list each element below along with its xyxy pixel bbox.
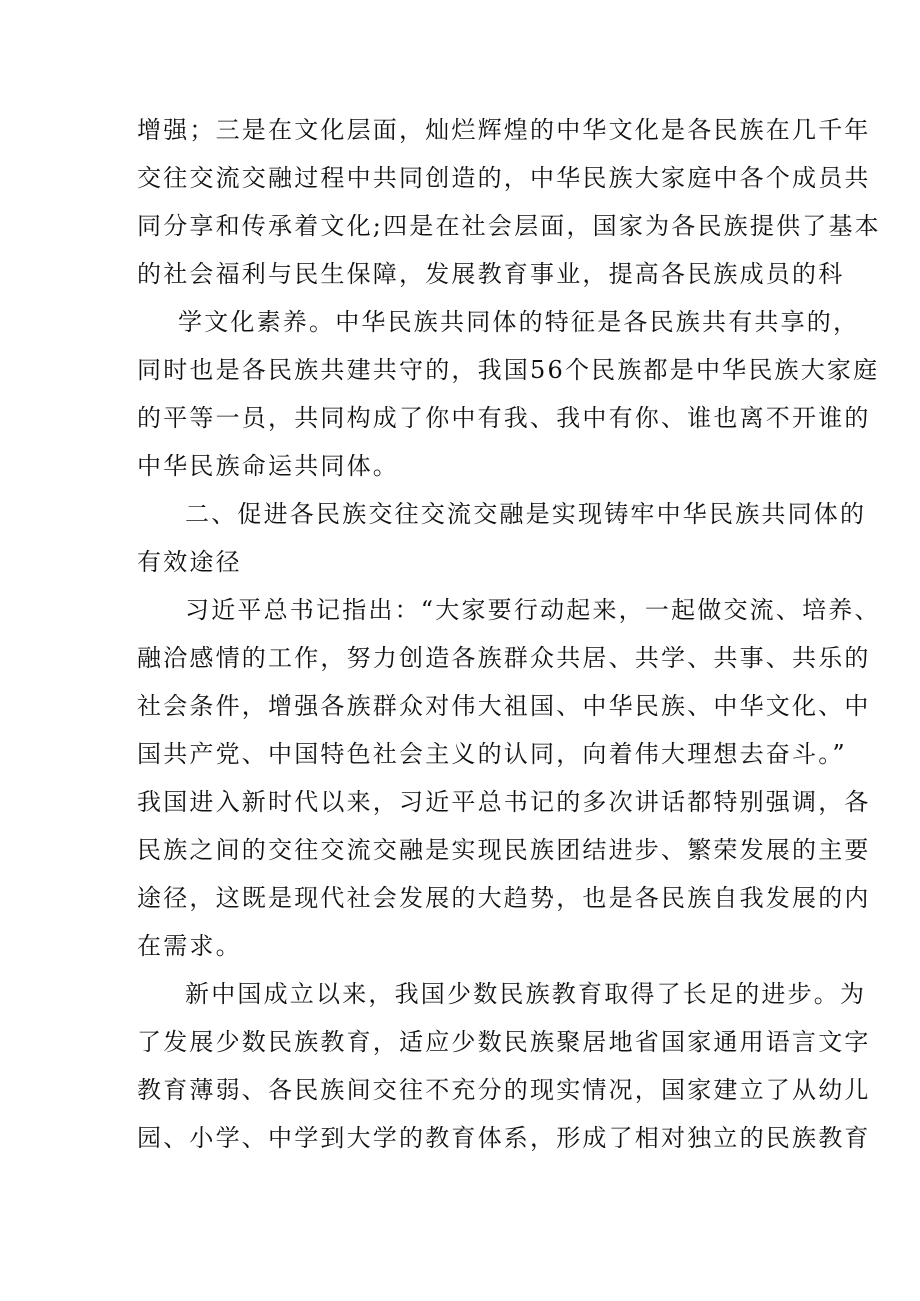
text-line: 国共产党、中国特色社会主义的认同，向着伟大理想去奋斗。” [137, 740, 847, 768]
text-line: 的平等一员，共同构成了你中有我、我中有你、谁也离不开谁的 [137, 404, 871, 432]
text-line: 社会条件，增强各族群众对伟大祖国、中华民族、中华文化、中 [137, 692, 871, 720]
text-line: 学文化素养。中华民族共同体的特征是各民族共有共享的， [178, 308, 860, 336]
text-line: 了发展少数民族教育，适应少数民族聚居地省国家通用语言文字 [137, 1028, 871, 1056]
text-line: 增强；三是在文化层面，灿烂辉煌的中华文化是各民族在几千年 [137, 116, 871, 144]
text-line: 途径，这既是现代社会发展的大趋势，也是各民族自我发展的内 [137, 884, 871, 912]
text-line: 交往交流交融过程中共同创造的，中华民族大家庭中各个成员共 [137, 164, 871, 192]
text-line: 同时也是各民族共建共守的，我国56个民族都是中华民族大家庭 [137, 356, 880, 384]
text-line: 民族之间的交往交流交融是实现民族团结进步、繁荣发展的主要 [137, 836, 871, 864]
text-line: 在需求。 [137, 932, 242, 960]
text-line: 融洽感情的工作，努力创造各族群众共居、共学、共事、共乐的 [137, 644, 871, 672]
section-heading-line: 二、促进各民族交往交流交融是实现铸牢中华民族共同体的 [185, 500, 867, 528]
text-line: 同分享和传承着文化;四是在社会层面，国家为各民族提供了基本 [137, 212, 881, 240]
document-body [137, 106, 881, 1162]
text-line: 新中国成立以来，我国少数民族教育取得了长足的进步。为 [185, 980, 867, 1008]
section-heading-line: 有效途径 [137, 548, 242, 576]
text-line: 习近平总书记指出：“大家要行动起来，一起做交流、培养、 [185, 596, 881, 624]
text-line: 园、小学、中学到大学的教育体系，形成了相对独立的民族教育 [137, 1124, 871, 1152]
text-line: 中华民族命运共同体。 [137, 452, 399, 480]
text-line: 的社会福利与民生保障，发展教育事业，提高各民族成员的科 [137, 260, 845, 288]
text-line: 教育薄弱、各民族间交往不充分的现实情况，国家建立了从幼儿 [137, 1076, 871, 1104]
text-line: 我国进入新时代以来，习近平总书记的多次讲话都特别强调，各 [137, 788, 871, 816]
